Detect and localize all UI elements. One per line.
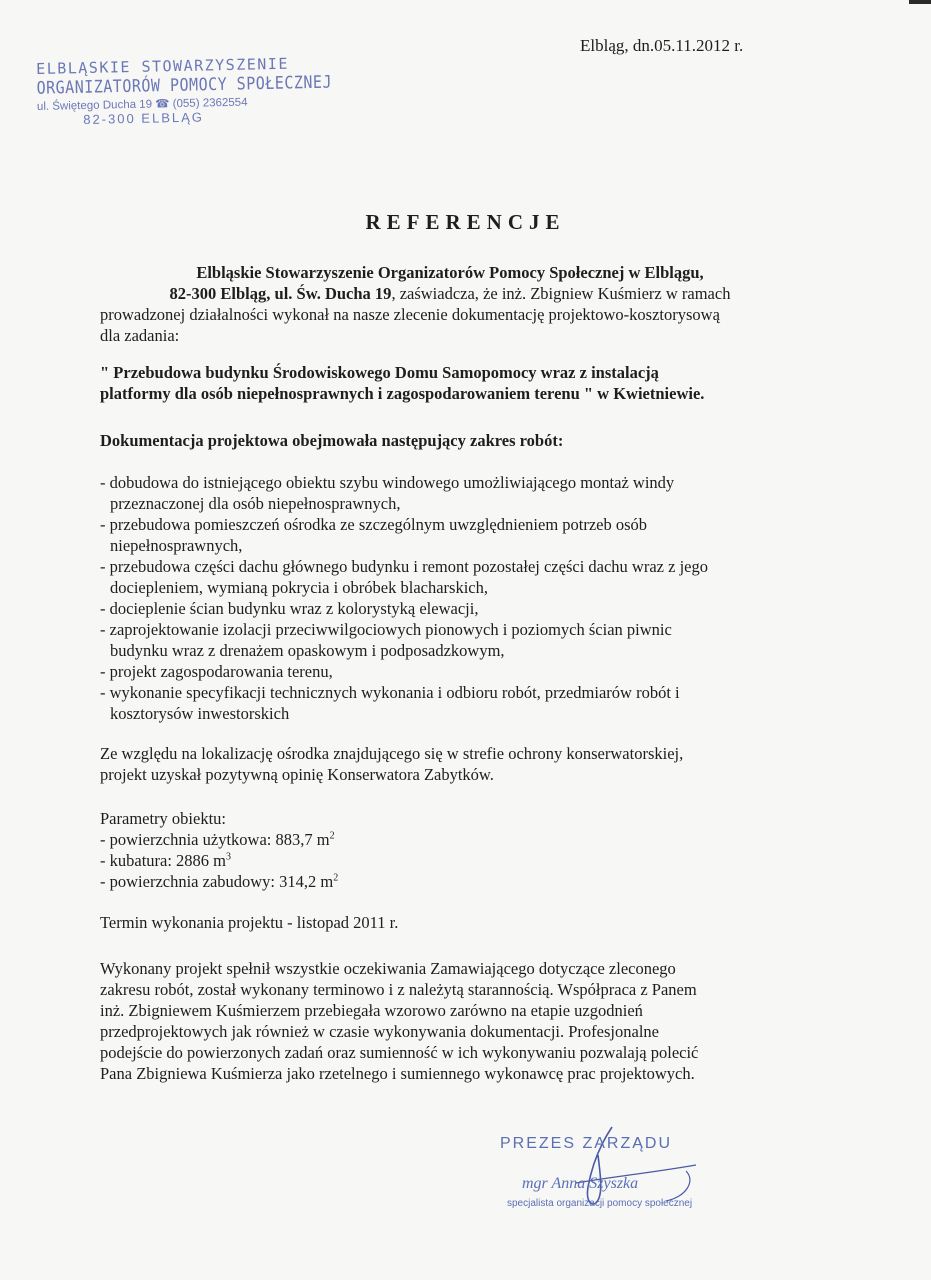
document-title: REFERENCJE [365,210,566,234]
attestation-text: , zaświadcza, że inż. Zbigniew Kuśmierz w ramach [391,284,731,303]
org-name-line: Elbląskie Stowarzyszenie Organizatorów Pomocy Społecznej w Elblągu, [196,263,704,282]
parameters-section [100,808,800,892]
list-item-line: - projekt zagospodarowania terenu, [100,662,333,681]
intro-line-4: dla zadania: [100,326,180,345]
list-item-line: - docieplenie ścian budynku wraz z kolorystyką elewacji, [100,599,479,618]
conservation-paragraph [100,743,800,785]
volume-line [100,850,800,871]
project-title-line-2: platformy dla osób niepełnosprawnych i zagospodarowaniem terenu " w Kwietniewie. [100,384,705,403]
closing-line: Pana Zbigniewa Kuśmierza jako rzetelnego i sumiennego wykonawcę prac projektowych. [100,1064,695,1083]
list-item-line: - dobudowa do istniejącego obiektu szybu windowego umożliwiającego montaż windy [100,473,675,492]
stamp-line-3: ul. Świętego Ducha 19 ☎ (055) 2362554 [36,96,248,113]
scope-list [100,472,800,724]
org-address: 82-300 Elbląg, ul. Św. Ducha 19 [169,284,392,303]
signatory-role: specjalista organizacji pomocy społecznej [507,1198,693,1209]
project-title [100,362,800,404]
built-area-line [100,871,800,892]
scan-edge-mark [909,0,931,4]
closing-line: przedprojektowych jak również w czasie wykonywania dokumentacji. Profesjonalne [100,1022,659,1041]
stamp-line-1: ELBLĄSKIE STOWARZYSZENIE [36,54,290,78]
list-item-continuation: kosztorysów inwestorskich [110,704,290,723]
intro-line-3: prowadzonej działalności wykonał na nasze zlecenie dokumentację projektowo-kosztorysową [100,305,720,324]
deadline-line: Termin wykonania projektu - listopad 2011 r. [100,913,399,932]
letter-date: Elbląg, dn.05.11.2012 r. [580,36,744,55]
list-item [100,514,800,556]
list-item-continuation: niepełnosprawnych, [110,536,243,555]
list-item-continuation: dociepleniem, wymianą pokrycia i obróbek blacharskich, [110,578,488,597]
list-item [100,556,800,598]
list-item [100,661,800,682]
list-item-line: - zaprojektowanie izolacji przeciwwilgociowych pionowych i poziomych ścian piwnic [100,620,672,639]
volume-value: - kubatura: 2886 m [100,851,227,870]
organization-stamp [36,54,333,128]
list-item [100,598,800,619]
project-title-line-1: " Przebudowa budynku Środowiskowego Domu Samopomocy wraz z instalacją [100,363,659,382]
signature-title: PREZES ZARZĄDU [500,1135,673,1152]
closing-line: podejście do powierzonych zadań oraz sumienność w ich wykonywaniu pozwalają polecić [100,1043,699,1062]
unit-superscript: 2 [333,872,339,884]
intro-paragraph [100,262,800,346]
list-item-continuation: budynku wraz z drenażem opaskowym i podposadzkowym, [110,641,505,660]
unit-superscript: 3 [226,851,232,863]
parameters-heading: Parametry obiektu: [100,809,227,828]
unit-superscript: 2 [329,830,335,842]
usable-area-value: - powierzchnia użytkowa: 883,7 m [100,830,330,849]
list-item-continuation: przeznaczonej dla osób niepełnosprawnych, [110,494,401,513]
stamp-line-2: ORGANIZATORÓW POMOCY SPOŁECZNEJ [36,71,333,99]
stamp-line-4: 82-300 ELBLĄG [83,109,205,128]
list-item-line: - przebudowa części dachu głównego budynku i remont pozostałej części dachu wraz z jego [100,557,708,576]
list-item [100,619,800,661]
signatory-name: mgr Anna Szyszka [522,1175,639,1192]
list-item-line: - wykonanie specyfikacji technicznych wykonania i odbioru robót, przedmiarów robót i [100,683,680,702]
scope-heading: Dokumentacja projektowa obejmowała następujący zakres robót: [100,431,564,450]
built-area-value: - powierzchnia zabudowy: 314,2 m [100,872,334,891]
conservation-line-2: projekt uzyskał pozytywną opinię Konserwatora Zabytków. [100,765,494,784]
conservation-line-1: Ze względu na lokalizację ośrodka znajdującego się w strefie ochrony konserwatorskiej, [100,744,684,763]
org-address-line [100,283,800,304]
closing-line: Wykonany projekt spełnił wszystkie oczekiwania Zamawiającego dotyczące zleconego [100,959,676,978]
list-item-line: - przebudowa pomieszczeń ośrodka ze szczególnym uwzględnieniem potrzeb osób [100,515,648,534]
usable-area-line [100,829,800,850]
signature-stamp [500,1125,710,1220]
list-item [100,682,800,724]
closing-line: inż. Zbigniewem Kuśmierzem przebiegała wzorowo zarówno na etapie uzgodnień [100,1001,643,1020]
closing-line: zakresu robót, został wykonany terminowo i z należytą starannością. Współpraca z Panem [100,980,697,999]
closing-paragraph [100,958,800,1084]
list-item [100,472,800,514]
